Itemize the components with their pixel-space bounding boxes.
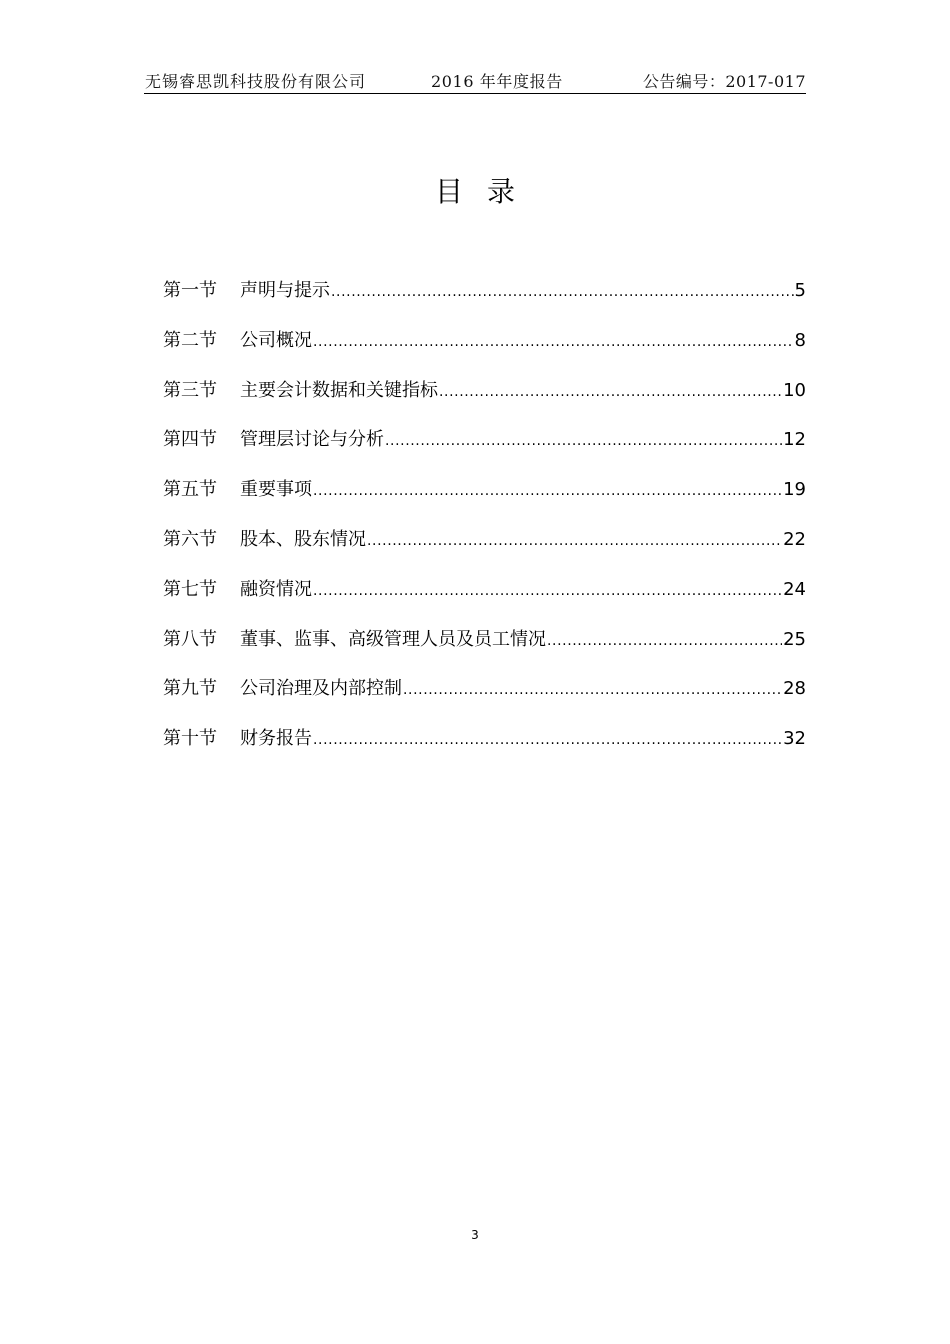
toc-dot-leader	[313, 474, 782, 507]
toc-entry[interactable]	[163, 524, 806, 574]
toc-dot-leader	[439, 375, 782, 408]
toc-heading: 管理层讨论与分析	[240, 429, 384, 451]
toc-dot-leader	[313, 574, 782, 607]
toc-page-number: 24	[783, 578, 806, 600]
toc-section-number: 第一节	[163, 280, 217, 301]
toc-section-number: 第十节	[163, 728, 217, 750]
header-report-title: 2016 年年度报告	[431, 72, 563, 91]
table-of-contents	[163, 275, 806, 773]
toc-dot-leader	[331, 275, 794, 308]
toc-heading: 公司概况	[240, 329, 312, 351]
toc-heading: 公司治理及内部控制	[240, 678, 402, 700]
toc-entry[interactable]	[163, 424, 806, 474]
toc-page-number: 5	[794, 280, 806, 301]
toc-section-number: 第二节	[163, 329, 217, 351]
toc-entry[interactable]	[163, 723, 806, 773]
toc-heading: 重要事项	[240, 479, 312, 501]
toc-section-number: 第七节	[163, 578, 217, 600]
toc-heading: 主要会计数据和关键指标	[240, 379, 438, 401]
toc-entry[interactable]	[163, 375, 806, 425]
toc-title: 目录	[434, 175, 539, 208]
page-number: 3	[471, 1228, 479, 1242]
toc-heading: 股本、股东情况	[240, 528, 366, 550]
toc-page-number: 25	[783, 628, 806, 650]
toc-section-number: 第八节	[163, 628, 217, 650]
toc-page-number: 32	[783, 728, 806, 750]
toc-section-number: 第四节	[163, 429, 217, 451]
toc-section-number: 第五节	[163, 479, 217, 501]
toc-dot-leader	[313, 723, 782, 756]
toc-dot-leader	[313, 325, 794, 358]
toc-section-number: 第九节	[163, 678, 217, 700]
toc-heading: 融资情况	[240, 578, 312, 600]
toc-dot-leader	[385, 424, 782, 457]
toc-heading: 董事、监事、高级管理人员及员工情况	[240, 628, 546, 650]
toc-page-number: 22	[783, 528, 806, 550]
toc-page-number: 28	[783, 678, 806, 700]
toc-dot-leader	[403, 673, 782, 706]
header-company-name: 无锡睿思凯科技股份有限公司	[145, 72, 367, 91]
toc-entry[interactable]	[163, 325, 806, 375]
toc-entry[interactable]	[163, 275, 806, 325]
toc-entry[interactable]	[163, 574, 806, 624]
toc-dot-leader	[547, 624, 782, 657]
toc-page-number: 10	[783, 379, 806, 401]
toc-entry[interactable]	[163, 673, 806, 723]
toc-heading: 声明与提示	[240, 280, 330, 301]
toc-page-number: 8	[794, 329, 806, 351]
page-header	[144, 68, 806, 94]
toc-entry[interactable]	[163, 624, 806, 674]
toc-section-number: 第六节	[163, 528, 217, 550]
toc-entry[interactable]	[163, 474, 806, 524]
toc-heading: 财务报告	[240, 728, 312, 750]
toc-dot-leader	[367, 524, 782, 557]
toc-section-number: 第三节	[163, 379, 217, 401]
toc-page-number: 19	[783, 479, 806, 501]
toc-page-number: 12	[783, 429, 806, 451]
header-notice-number: 公告编号：2017-017	[642, 72, 806, 91]
